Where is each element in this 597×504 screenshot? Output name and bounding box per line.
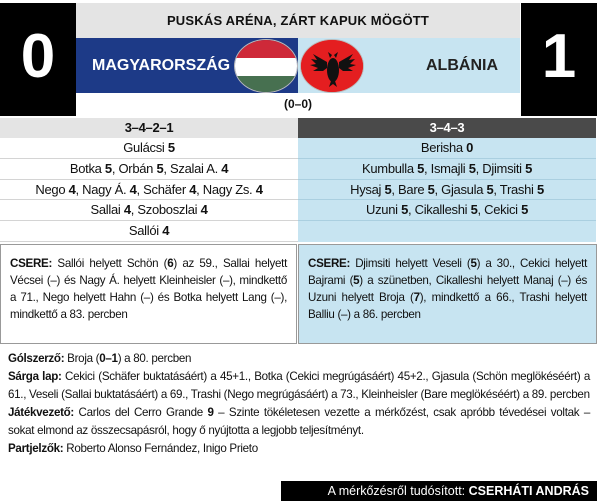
player-name: Botka	[69, 160, 105, 176]
info-label: Partjelzők:	[8, 442, 64, 455]
home-formation: 3–4–2–1	[0, 118, 298, 138]
bold-value: 5	[470, 257, 477, 270]
player-rating: 5	[470, 202, 478, 218]
lineup-row	[298, 138, 596, 159]
match-header	[0, 0, 597, 118]
home-substitutions	[0, 244, 297, 344]
player-name: Sallói	[128, 223, 163, 239]
text-run: ) a 30., Cekici helyett Bajrami (	[308, 257, 587, 287]
player-name: Orbán	[118, 160, 157, 176]
player-rating: 4	[200, 202, 208, 218]
lineup-row: Sallai 4, Szoboszlai 4	[0, 200, 298, 221]
hungary-flag-icon	[234, 39, 298, 93]
info-label: Játékvezető:	[8, 406, 74, 419]
bold-value: 7	[413, 291, 420, 304]
player-rating: 4	[68, 181, 76, 197]
player-name: Szalai A.	[170, 160, 222, 176]
player-name: Trashi	[499, 181, 537, 197]
away-formation: 3–4–3	[298, 118, 596, 138]
player-name: Kumbulla	[361, 160, 418, 176]
player-name: Sallai	[90, 202, 124, 218]
lineup-row: Botka 5, Orbán 5, Szalai A. 4	[0, 159, 298, 180]
away-team-name: ALBÁNIA	[426, 57, 498, 74]
venue-label: PUSKÁS ARÉNA, ZÁRT KAPUK MÖGÖTT	[76, 3, 520, 38]
text-run: Roberto Alonso Fernández, Inigo Prieto	[63, 442, 258, 455]
player-name: Nagy Zs.	[202, 181, 256, 197]
reporter-prefix: A mérkőzésről tudósított:	[327, 484, 466, 498]
albania-flag-icon	[300, 39, 364, 93]
halftime-score: (0–0)	[76, 93, 520, 116]
player-rating: 5	[417, 160, 425, 176]
away-score: 1	[521, 3, 597, 116]
text-run: Carlos del Cerro Grande	[74, 406, 208, 419]
player-rating: 5	[427, 181, 435, 197]
player-rating: 4	[129, 181, 137, 197]
reporter-name: CSERHÁTI ANDRÁS	[468, 484, 589, 498]
text-run: Broja (	[64, 352, 100, 365]
bold-value: 0–1	[99, 352, 118, 365]
player-rating: 5	[521, 202, 528, 218]
match-info	[8, 350, 590, 458]
player-rating: 4	[221, 160, 229, 176]
player-name: Uzuni	[366, 202, 402, 218]
player-rating: 5	[525, 160, 533, 176]
info-line	[8, 368, 590, 404]
player-name: Nagy Á.	[82, 181, 130, 197]
player-rating: 5	[536, 181, 544, 197]
text-run: ) a szünetben, Cikalleshi helyett Manaj (–) és Uzuni helyett Broja (	[308, 274, 587, 304]
home-team-name: MAGYARORSZÁG	[92, 57, 231, 74]
text-run: – Szinte tökéletesen vezette a mérkőzést, csak apróbb tévedései voltak – sokat elmond az összecsapásról, hogy ő nyújtotta a legjobb teljesítményt.	[8, 406, 590, 437]
info-label: Gólszerző:	[8, 352, 65, 365]
text-run: ) a 80. percben	[117, 352, 192, 365]
bold-value: 5	[353, 274, 360, 287]
bold-value: 9	[207, 406, 214, 419]
info-line	[8, 350, 590, 368]
home-lineup	[0, 118, 298, 242]
player-name: Gulácsi	[123, 140, 168, 155]
player-name: Bare	[398, 181, 428, 197]
subs-label: CSERE:	[308, 257, 351, 270]
player-name: Cikalleshi	[414, 202, 471, 218]
lineup-row: Uzuni 5, Cikalleshi 5, Cekici 5	[298, 200, 596, 221]
text-run: ) az 59., Sallai helyett Vécsei (–) és Nagy Á. helyett Kleinheisler (–), mindkettő a 71., Nego helyett Hahn (–) és Botka helyett Lang (–), mindkettő a 83. percben	[10, 257, 287, 321]
lineup-row	[0, 221, 298, 242]
player-rating: 4	[189, 181, 197, 197]
player-rating: 4	[255, 181, 263, 197]
away-substitutions	[298, 244, 597, 344]
player-name: Gjasula	[441, 181, 487, 197]
text-run: Cekici (Schäfer buktatásáért) a 45+1., Botka (Cekici megrúgásáért) 45+2., Gjasula (Schön meglökéséért) a 61., Veseli (Sallai buktatásáért) a 69., Trashi (Nego megrúgásáért) a 73., Kleinheisler (Bare meglökéséért) a 89. percben	[8, 370, 590, 401]
info-line	[8, 440, 590, 458]
player-name: Nego	[35, 181, 69, 197]
lineup-row: Nego 4, Nagy Á. 4, Schäfer 4, Nagy Zs. 4	[0, 180, 298, 201]
lineup-row: Kumbulla 5, Ismajli 5, Djimsiti 5	[298, 159, 596, 180]
player-name: Djimsiti	[482, 160, 526, 176]
text-run: Djimsiti helyett Veseli (	[350, 257, 471, 270]
player-name: Berisha	[420, 140, 467, 155]
player-rating: 0	[466, 140, 474, 155]
bold-value: 6	[167, 257, 174, 270]
player-name: Hysaj	[350, 181, 385, 197]
player-rating: 5	[468, 160, 476, 176]
reporter-credit	[281, 481, 597, 501]
player-name: Cekici	[484, 202, 522, 218]
player-name: Schäfer	[143, 181, 190, 197]
player-name: Szoboszlai	[137, 202, 201, 218]
text-run: Sallói helyett Schön (	[52, 257, 168, 270]
player-name: Ismajli	[430, 160, 469, 176]
info-line	[8, 404, 590, 440]
text-run: ), mindkettő a 66., Trashi helyett Balliu (–) a 86. percben	[308, 291, 587, 321]
player-rating: 5	[104, 160, 112, 176]
player-rating: 5	[401, 202, 408, 218]
away-lineup	[298, 118, 596, 242]
player-rating: 4	[123, 202, 131, 218]
lineup-row: Hysaj 5, Bare 5, Gjasula 5, Trashi 5	[298, 180, 596, 201]
player-rating: 5	[167, 140, 175, 155]
player-rating: 5	[384, 181, 392, 197]
player-rating: 4	[162, 223, 170, 239]
player-rating: 5	[156, 160, 164, 176]
home-score: 0	[0, 3, 76, 116]
player-rating: 5	[486, 181, 494, 197]
subs-label: CSERE:	[10, 257, 53, 270]
info-label: Sárga lap:	[8, 370, 62, 383]
lineup-row	[0, 138, 298, 159]
